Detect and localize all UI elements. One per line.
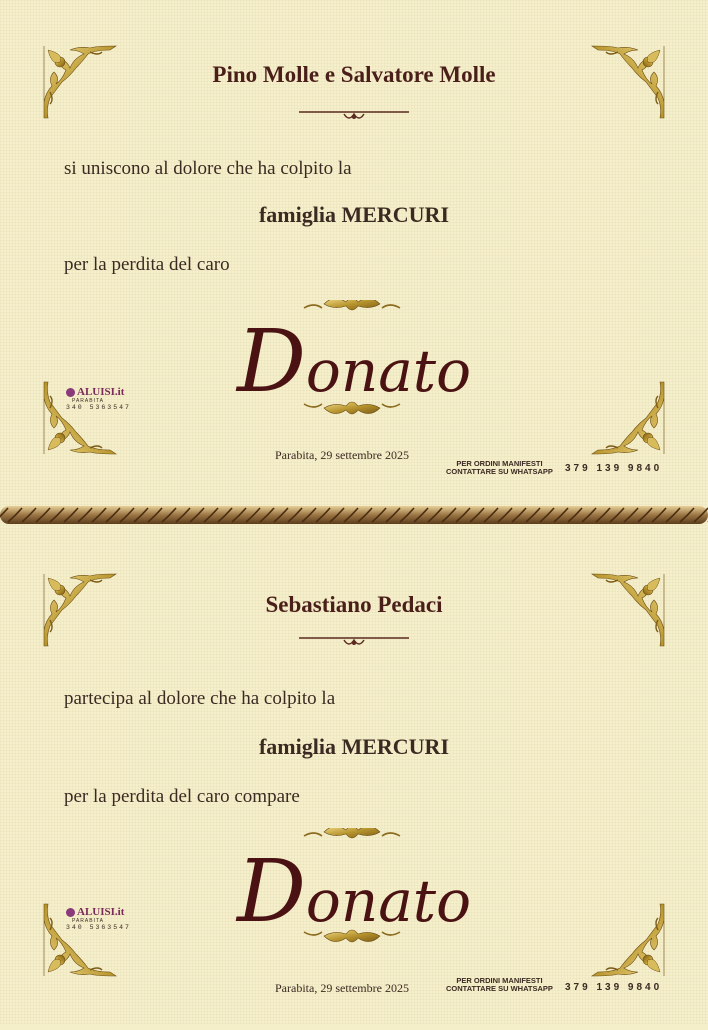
order-note-line-2: CONTATTARE SU WHATSAPP [446, 984, 553, 993]
sender-name: Sebastiano Pedaci [265, 592, 443, 617]
funeral-home-logo [66, 386, 146, 411]
logo-brand-text: ALUISI.it [77, 386, 125, 398]
message-line-1: si uniscono al dolore che ha colpito la [64, 158, 352, 179]
order-note-line-1: PER ORDINI MANIFESTI [456, 459, 543, 468]
logo-phone: 340 5363547 [66, 924, 131, 931]
deceased-name-rest: onato [305, 867, 472, 935]
deceased-name-rest: onato [305, 337, 472, 405]
message-line-2: per la perdita del caro [64, 254, 230, 275]
whatsapp-phone: 379 139 9840 [565, 463, 663, 474]
date-place: Parabita, 29 settembre 2025 [275, 981, 409, 995]
family-name: famiglia MERCURI [258, 734, 450, 759]
date-place: Parabita, 29 settembre 2025 [275, 448, 409, 462]
scroll-divider-icon [299, 630, 409, 650]
condolence-card-2 [0, 530, 708, 1030]
sender-name: Pino Molle e Salvatore Molle [212, 62, 496, 87]
scroll-divider-icon [299, 104, 409, 124]
family-name: famiglia MERCURI [258, 202, 450, 227]
message-line-2: per la perdita del caro compare [64, 786, 300, 807]
order-note-line-1: PER ORDINI MANIFESTI [456, 976, 543, 985]
logo-phone: 340 5363547 [66, 404, 131, 411]
message-line-1: partecipa al dolore che ha colpito la [64, 688, 336, 709]
funeral-home-logo [66, 906, 146, 931]
logo-mark-icon [66, 388, 75, 397]
deceased-name-initial: D [236, 842, 306, 942]
condolence-card-1 [0, 0, 708, 500]
logo-city: PARABITA [72, 918, 104, 924]
deceased-name-initial: D [236, 312, 306, 412]
logo-mark-icon [66, 908, 75, 917]
logo-brand-text: ALUISI.it [77, 906, 125, 918]
logo-city: PARABITA [72, 398, 104, 404]
order-note-line-2: CONTATTARE SU WHATSAPP [446, 467, 553, 476]
whatsapp-phone: 379 139 9840 [565, 982, 663, 993]
gold-rope-icon [0, 500, 708, 530]
order-note [446, 977, 553, 993]
order-note [446, 460, 553, 476]
